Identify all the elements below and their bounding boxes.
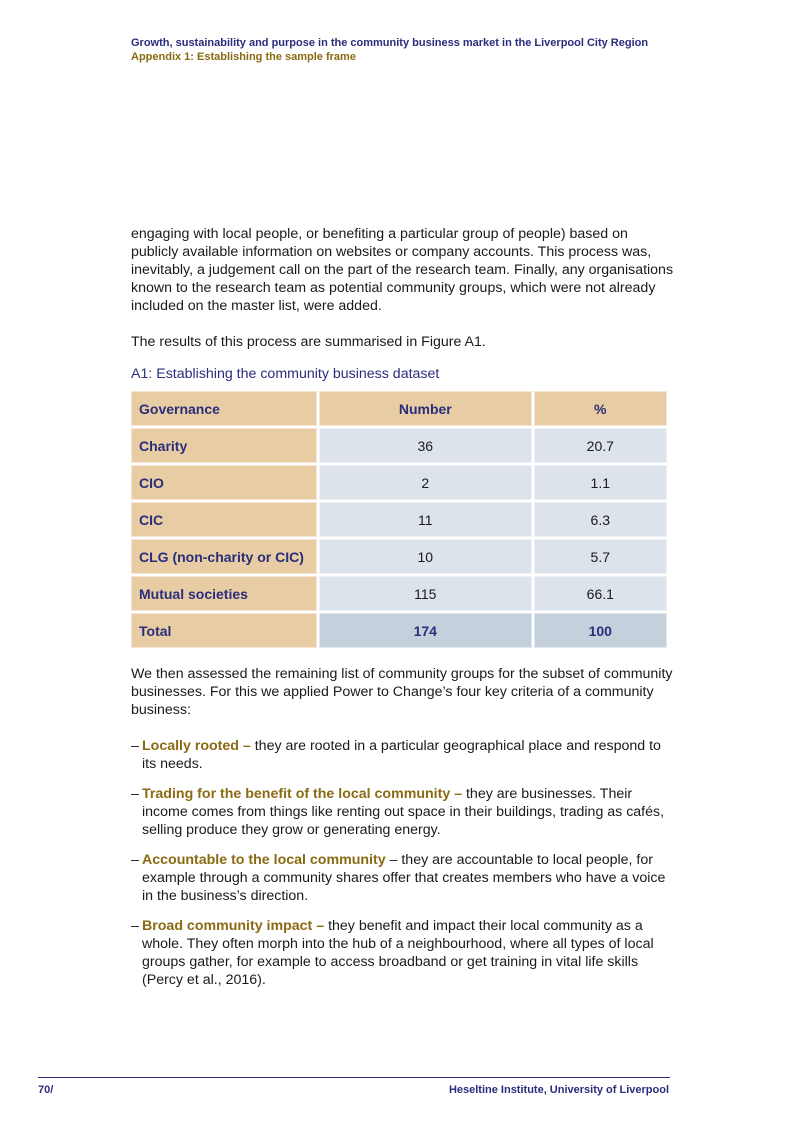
row-label: CLG (non-charity or CIC) bbox=[131, 539, 317, 574]
governance-table bbox=[129, 389, 669, 650]
running-header bbox=[131, 36, 648, 64]
row-label: CIO bbox=[131, 465, 317, 500]
body-paragraph: The results of this process are summarised in Figure A1. bbox=[131, 334, 486, 350]
criteria-text: they benefit and impact their local community as a whole. They often morph into the hub of a neighbourhood, where all types of local groups gather, for example to access broadband or get training in vital life skills (Percy et al., 2016). bbox=[142, 918, 654, 988]
row-percent: 1.1 bbox=[534, 465, 667, 500]
header-governance: Governance bbox=[131, 391, 317, 426]
row-number: 11 bbox=[319, 502, 532, 537]
table-row bbox=[131, 428, 667, 463]
row-label: Mutual societies bbox=[131, 576, 317, 611]
row-label: Charity bbox=[131, 428, 317, 463]
figure-title: A1: Establishing the community business dataset bbox=[131, 366, 440, 382]
header-percent: % bbox=[534, 391, 667, 426]
criteria-text: – they are accountable to local people, for example through a community shares offer that creates members who have a voice in the business’s direction. bbox=[142, 852, 666, 904]
criteria-list-item bbox=[131, 737, 676, 773]
row-percent: 20.7 bbox=[534, 428, 667, 463]
footer-divider bbox=[38, 1077, 670, 1078]
header-number: Number bbox=[319, 391, 532, 426]
table-row bbox=[131, 539, 667, 574]
total-percent: 100 bbox=[534, 613, 667, 648]
total-number: 174 bbox=[319, 613, 532, 648]
criteria-lead: Locally rooted – bbox=[142, 738, 251, 754]
criteria-lead: Broad community impact – bbox=[142, 918, 325, 934]
criteria-lead: Trading for the benefit of the local community – bbox=[142, 786, 463, 802]
section-title: Appendix 1: Establishing the sample frame bbox=[131, 51, 356, 63]
criteria-text: they are businesses. Their income comes from things like renting out space in their buildings, trading as cafés, selling produce they grow or generating energy. bbox=[142, 786, 665, 838]
row-number: 10 bbox=[319, 539, 532, 574]
criteria-text: they are rooted in a particular geographical place and respond to its needs. bbox=[142, 738, 661, 772]
criteria-lead: Accountable to the local community bbox=[142, 852, 386, 868]
row-percent: 6.3 bbox=[534, 502, 667, 537]
body-paragraph: We then assessed the remaining list of community groups for the subset of community businesses. For this we applied Power to Change’s four key criteria of a community business: bbox=[131, 666, 673, 718]
bullet-dash: – bbox=[131, 738, 139, 754]
row-number: 115 bbox=[319, 576, 532, 611]
main-content bbox=[131, 225, 676, 1001]
total-label: Total bbox=[131, 613, 317, 648]
bullet-dash: – bbox=[131, 918, 139, 934]
table-row bbox=[131, 576, 667, 611]
body-paragraph: engaging with local people, or benefiting a particular group of people) based on publicly available information on websites or company accounts. This process was, inevitably, a judgement call on the part of the research team. Finally, any organisations known to the research team as potential community groups, which were not already included on the master list, were added. bbox=[131, 226, 674, 314]
criteria-list-item bbox=[131, 851, 676, 905]
row-number: 36 bbox=[319, 428, 532, 463]
row-label: CIC bbox=[131, 502, 317, 537]
row-percent: 5.7 bbox=[534, 539, 667, 574]
table-row bbox=[131, 465, 667, 500]
row-number: 2 bbox=[319, 465, 532, 500]
document-title: Growth, sustainability and purpose in the community business market in the Liverpool City Region bbox=[131, 37, 649, 49]
criteria-list-item bbox=[131, 785, 676, 839]
criteria-list-item bbox=[131, 917, 676, 989]
table-header-row bbox=[131, 391, 667, 426]
bullet-dash: – bbox=[131, 786, 139, 802]
table-total-row bbox=[131, 613, 667, 648]
row-percent: 66.1 bbox=[534, 576, 667, 611]
bullet-dash: – bbox=[131, 852, 139, 868]
footer-organisation: Heseltine Institute, University of Liverpool bbox=[448, 1084, 669, 1096]
table-row bbox=[131, 502, 667, 537]
page-number: 70/ bbox=[38, 1084, 54, 1096]
